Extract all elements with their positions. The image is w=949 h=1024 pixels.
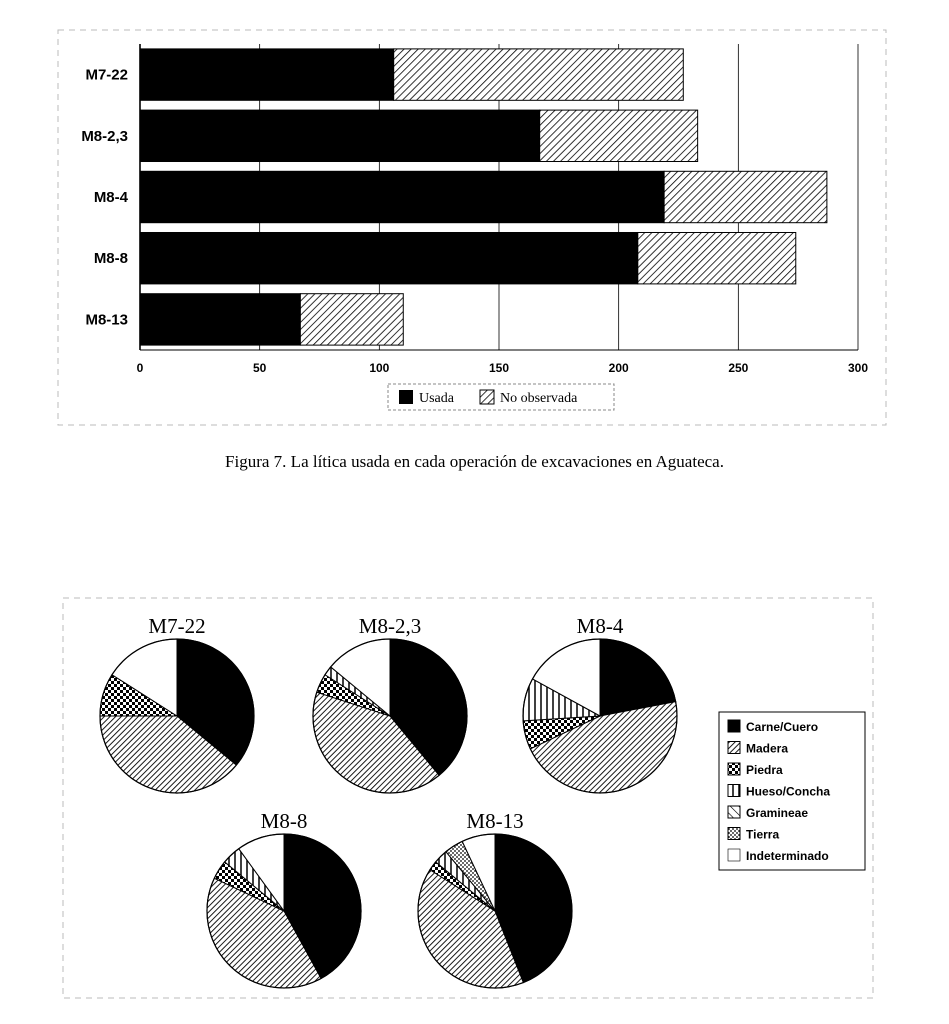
y-tick-label: M8-8 <box>93 250 128 268</box>
legend-label-no-observada: No observada <box>500 391 578 406</box>
pie-group <box>100 614 677 988</box>
x-tick-label: 0 <box>136 361 144 375</box>
x-tick-label: 250 <box>728 361 749 375</box>
pie-title: M8-4 <box>576 614 624 638</box>
pie-legend-swatch <box>728 828 740 840</box>
pie-legend-label: Carne/Cuero <box>746 720 819 734</box>
pie-legend-label: Piedra <box>746 763 783 777</box>
pie-legend-swatch <box>728 806 740 818</box>
pie-legend <box>719 712 865 870</box>
pie-legend-swatch <box>728 763 740 775</box>
x-tick-label: 200 <box>608 361 629 375</box>
pie-legend-swatch <box>728 742 740 754</box>
x-tick-label: 100 <box>369 361 390 375</box>
pie-legend-label: Tierra <box>746 827 780 842</box>
pie-legend-label: Gramineae <box>746 806 809 820</box>
pie-title: M7-22 <box>148 614 206 638</box>
y-tick-label: M8-4 <box>93 189 128 206</box>
y-tick-label: M8-13 <box>85 311 128 329</box>
x-tick-label: 50 <box>252 361 267 375</box>
legend-label-usada: Usada <box>419 391 454 406</box>
pie-legend-label: Indeterminado <box>746 849 829 863</box>
pie-legend-swatch <box>728 720 740 732</box>
figure-caption: Figura 7. La lítica usada en cada operación de excavaciones en Aguateca. <box>225 452 724 471</box>
y-tick-label: M7-22 <box>85 66 128 84</box>
x-tick-label: 300 <box>847 361 869 375</box>
x-tick-label: 150 <box>488 361 510 375</box>
y-tick-label: M8-2,3 <box>81 127 128 145</box>
pie-title: M8-8 <box>260 809 308 833</box>
pie-title: M8-2,3 <box>358 614 422 638</box>
pie-legend-label: Hueso/Concha <box>746 784 831 799</box>
pie-title: M8-13 <box>466 809 524 833</box>
pie-legend-swatch <box>728 785 740 797</box>
pie-legend-label: Madera <box>746 741 789 756</box>
pie-legend-swatch <box>728 849 740 861</box>
